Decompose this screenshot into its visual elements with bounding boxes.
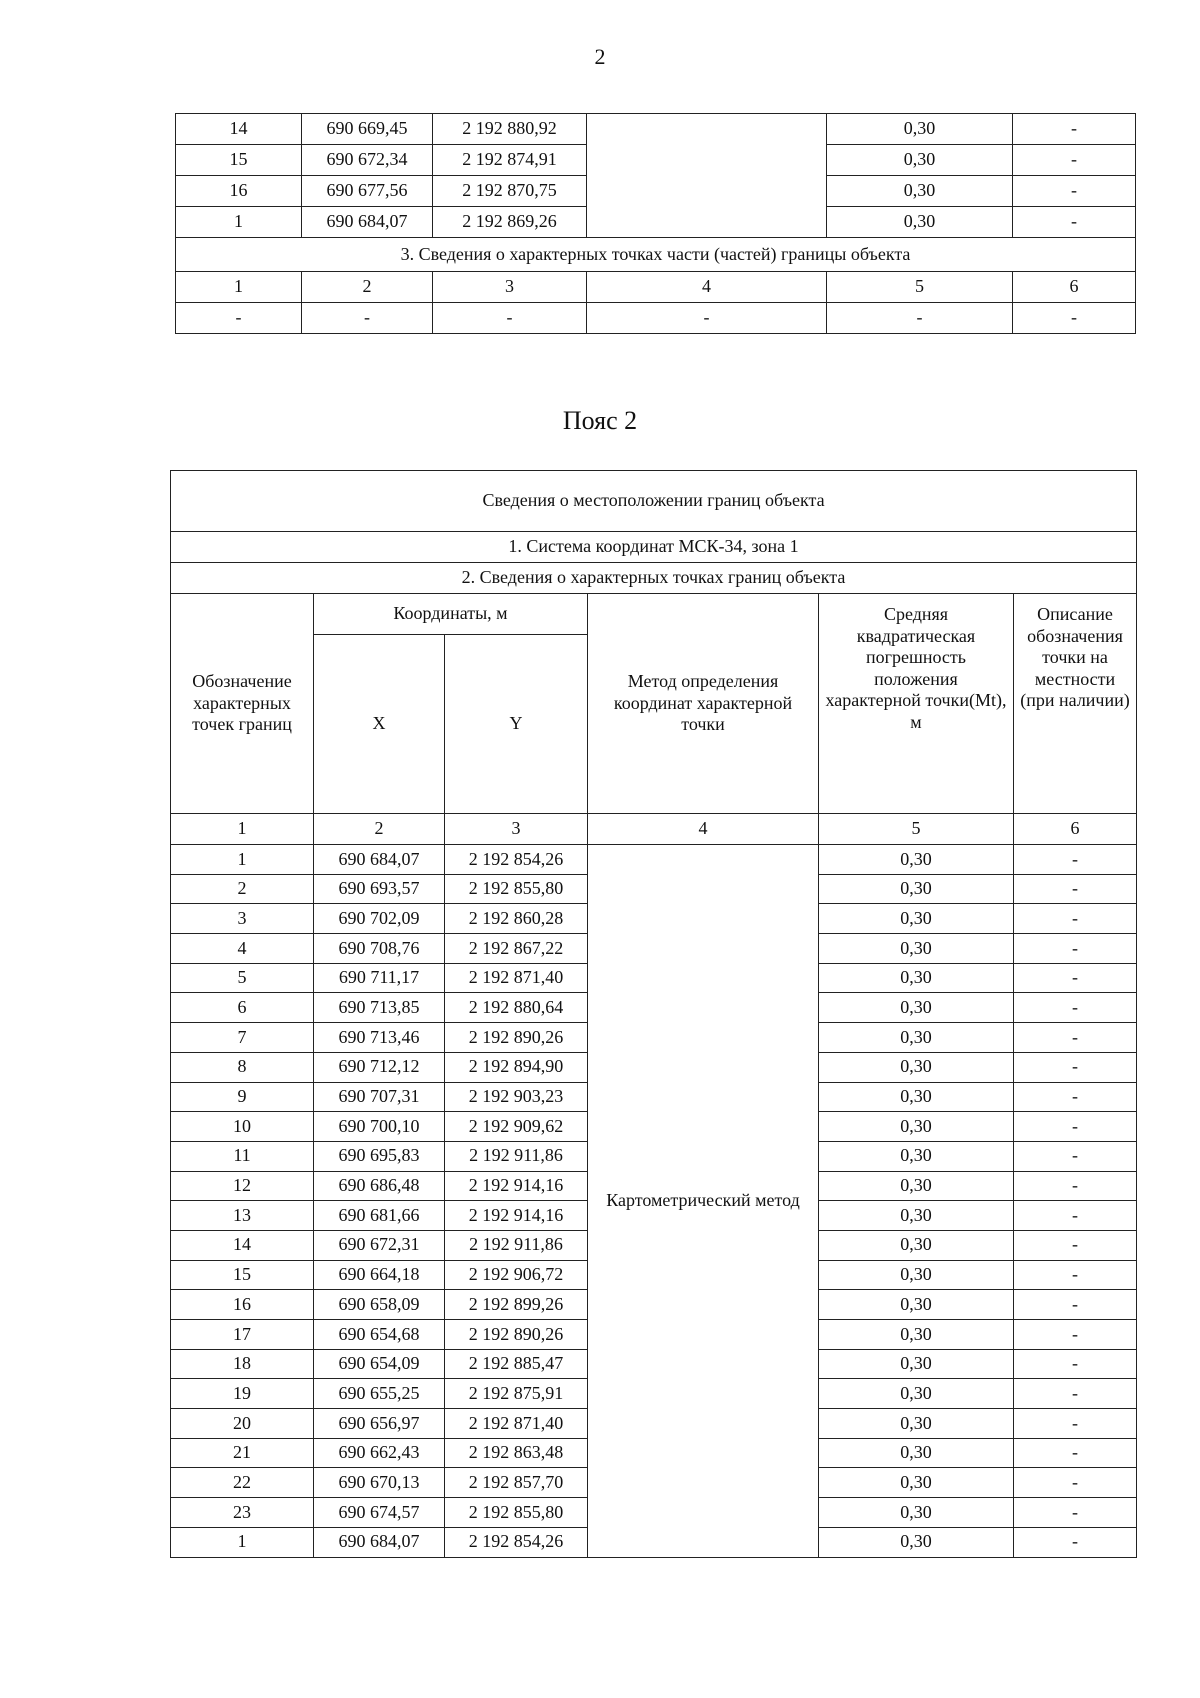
point-cell: 4 — [171, 934, 314, 964]
point-cell: 13 — [171, 1201, 314, 1231]
point-cell: 1 — [171, 845, 314, 875]
y-cell: 2 192 914,16 — [445, 1201, 588, 1231]
mt-cell: 0,30 — [827, 176, 1013, 207]
point-cell: 14 — [176, 114, 302, 145]
x-cell: 690 674,57 — [314, 1498, 445, 1528]
empty-cell: - — [587, 303, 827, 334]
desc-cell: - — [1014, 1230, 1137, 1260]
point-cell: 11 — [171, 1141, 314, 1171]
point-cell: 15 — [171, 1260, 314, 1290]
mt-cell: 0,30 — [819, 1468, 1014, 1498]
x-cell: 690 656,97 — [314, 1409, 445, 1439]
desc-cell: - — [1014, 1171, 1137, 1201]
desc-cell: - — [1013, 114, 1136, 145]
empty-cell: - — [1013, 303, 1136, 334]
section-boundary-points: 2. Сведения о характерных точках границ объекта — [171, 563, 1137, 594]
desc-cell: - — [1014, 1290, 1137, 1320]
desc-cell: - — [1014, 934, 1137, 964]
y-cell: 2 192 885,47 — [445, 1349, 588, 1379]
point-cell: 1 — [171, 1527, 314, 1557]
empty-cell: - — [827, 303, 1013, 334]
desc-cell: - — [1013, 176, 1136, 207]
column-number: 3 — [433, 272, 587, 303]
x-cell: 690 681,66 — [314, 1201, 445, 1231]
x-cell: 690 684,07 — [302, 207, 433, 238]
header-point-designation: Обозначение характерных точек границ — [171, 594, 314, 814]
column-number: 2 — [302, 272, 433, 303]
point-cell: 12 — [171, 1171, 314, 1201]
point-cell: 2 — [171, 874, 314, 904]
column-numbers-row — [171, 814, 1137, 845]
desc-cell: - — [1014, 1409, 1137, 1439]
y-cell: 2 192 903,23 — [445, 1082, 588, 1112]
desc-cell: - — [1014, 1141, 1137, 1171]
column-number: 6 — [1014, 814, 1137, 845]
table-title: Сведения о местоположении границ объекта — [171, 471, 1137, 532]
page-number: 2 — [594, 44, 606, 69]
column-number: 4 — [587, 272, 827, 303]
desc-cell: - — [1014, 1320, 1137, 1350]
point-cell: 19 — [171, 1379, 314, 1409]
desc-cell: - — [1014, 1082, 1137, 1112]
method-cell: Картометрический метод — [588, 845, 819, 1558]
x-cell: 690 686,48 — [314, 1171, 445, 1201]
y-cell: 2 192 854,26 — [445, 845, 588, 875]
point-cell: 7 — [171, 1023, 314, 1053]
mt-cell: 0,30 — [827, 145, 1013, 176]
y-cell: 2 192 869,26 — [433, 207, 587, 238]
column-number: 6 — [1013, 272, 1136, 303]
x-cell: 690 684,07 — [314, 845, 445, 875]
mt-cell: 0,30 — [819, 1201, 1014, 1231]
point-cell: 8 — [171, 1052, 314, 1082]
x-cell: 690 654,09 — [314, 1349, 445, 1379]
point-cell: 18 — [171, 1349, 314, 1379]
y-cell: 2 192 855,80 — [445, 1498, 588, 1528]
y-cell: 2 192 857,70 — [445, 1468, 588, 1498]
point-cell: 16 — [176, 176, 302, 207]
x-cell: 690 662,43 — [314, 1438, 445, 1468]
y-cell: 2 192 855,80 — [445, 874, 588, 904]
mt-cell: 0,30 — [819, 993, 1014, 1023]
mt-cell: 0,30 — [819, 1112, 1014, 1142]
point-cell: 21 — [171, 1438, 314, 1468]
x-cell: 690 695,83 — [314, 1141, 445, 1171]
header-x: X — [314, 635, 445, 814]
coordinate-system: 1. Система координат МСК-34, зона 1 — [171, 532, 1137, 563]
desc-cell: - — [1013, 207, 1136, 238]
table-row — [176, 303, 1136, 334]
x-cell: 690 684,07 — [314, 1527, 445, 1557]
x-cell: 690 713,85 — [314, 993, 445, 1023]
desc-cell: - — [1014, 1438, 1137, 1468]
column-number: 5 — [827, 272, 1013, 303]
point-cell: 9 — [171, 1082, 314, 1112]
desc-cell: - — [1014, 1052, 1137, 1082]
y-cell: 2 192 890,26 — [445, 1320, 588, 1350]
mt-cell: 0,30 — [819, 874, 1014, 904]
desc-cell: - — [1014, 963, 1137, 993]
x-cell: 690 707,31 — [314, 1082, 445, 1112]
mt-cell: 0,30 — [819, 1052, 1014, 1082]
x-cell: 690 664,18 — [314, 1260, 445, 1290]
mt-cell: 0,30 — [819, 1349, 1014, 1379]
desc-cell: - — [1014, 904, 1137, 934]
empty-cell: - — [302, 303, 433, 334]
column-number: 4 — [588, 814, 819, 845]
x-cell: 690 708,76 — [314, 934, 445, 964]
mt-cell: 0,30 — [819, 1438, 1014, 1468]
header-coordinates: Координаты, м — [314, 594, 588, 635]
mt-cell: 0,30 — [819, 1082, 1014, 1112]
point-cell: 10 — [171, 1112, 314, 1142]
mt-cell: 0,30 — [827, 114, 1013, 145]
column-number: 2 — [314, 814, 445, 845]
y-cell: 2 192 906,72 — [445, 1260, 588, 1290]
x-cell: 690 655,25 — [314, 1379, 445, 1409]
x-cell: 690 669,45 — [302, 114, 433, 145]
point-cell: 14 — [171, 1230, 314, 1260]
column-number: 3 — [445, 814, 588, 845]
x-cell: 690 700,10 — [314, 1112, 445, 1142]
x-cell: 690 677,56 — [302, 176, 433, 207]
mt-cell: 0,30 — [819, 1409, 1014, 1439]
y-cell: 2 192 860,28 — [445, 904, 588, 934]
header-mt: Средняя квадратическая погрешность положения характерной точки(Mt), м — [819, 594, 1014, 814]
top-table — [175, 113, 1136, 334]
mt-cell: 0,30 — [819, 1320, 1014, 1350]
y-cell: 2 192 890,26 — [445, 1023, 588, 1053]
coordinates-table — [170, 470, 1137, 1558]
y-cell: 2 192 875,91 — [445, 1379, 588, 1409]
x-cell: 690 711,17 — [314, 963, 445, 993]
desc-cell: - — [1014, 993, 1137, 1023]
mt-cell: 0,30 — [819, 1260, 1014, 1290]
x-cell: 690 670,13 — [314, 1468, 445, 1498]
table-row — [171, 845, 1137, 875]
desc-cell: - — [1014, 1201, 1137, 1231]
point-cell: 23 — [171, 1498, 314, 1528]
mt-cell: 0,30 — [819, 1171, 1014, 1201]
mt-cell: 0,30 — [819, 1379, 1014, 1409]
header-description: Описание обозначения точки на местности (при наличии) — [1014, 594, 1137, 814]
mt-cell: 0,30 — [819, 1290, 1014, 1320]
mt-cell: 0,30 — [819, 1230, 1014, 1260]
desc-cell: - — [1014, 1349, 1137, 1379]
y-cell: 2 192 909,62 — [445, 1112, 588, 1142]
zone-title: Пояс 2 — [562, 406, 638, 435]
desc-cell: - — [1013, 145, 1136, 176]
x-cell: 690 654,68 — [314, 1320, 445, 1350]
y-cell: 2 192 911,86 — [445, 1141, 588, 1171]
y-cell: 2 192 899,26 — [445, 1290, 588, 1320]
mt-cell: 0,30 — [819, 904, 1014, 934]
point-cell: 15 — [176, 145, 302, 176]
point-cell: 22 — [171, 1468, 314, 1498]
y-cell: 2 192 871,40 — [445, 963, 588, 993]
mt-cell: 0,30 — [819, 845, 1014, 875]
table-row — [176, 114, 1136, 145]
x-cell: 690 658,09 — [314, 1290, 445, 1320]
method-cell — [587, 114, 827, 238]
point-cell: 20 — [171, 1409, 314, 1439]
desc-cell: - — [1014, 1498, 1137, 1528]
desc-cell: - — [1014, 1260, 1137, 1290]
mt-cell: 0,30 — [827, 207, 1013, 238]
desc-cell: - — [1014, 1527, 1137, 1557]
desc-cell: - — [1014, 1112, 1137, 1142]
section-part-boundary-points: 3. Сведения о характерных точках части (частей) границы объекта — [176, 238, 1136, 272]
header-method: Метод определения координат характерной точки — [588, 594, 819, 814]
y-cell: 2 192 880,92 — [433, 114, 587, 145]
y-cell: 2 192 871,40 — [445, 1409, 588, 1439]
desc-cell: - — [1014, 1023, 1137, 1053]
column-numbers-row — [176, 272, 1136, 303]
empty-cell: - — [433, 303, 587, 334]
mt-cell: 0,30 — [819, 1141, 1014, 1171]
desc-cell: - — [1014, 845, 1137, 875]
y-cell: 2 192 863,48 — [445, 1438, 588, 1468]
x-cell: 690 693,57 — [314, 874, 445, 904]
point-cell: 1 — [176, 207, 302, 238]
mt-cell: 0,30 — [819, 934, 1014, 964]
desc-cell: - — [1014, 1468, 1137, 1498]
mt-cell: 0,30 — [819, 963, 1014, 993]
column-number: 5 — [819, 814, 1014, 845]
y-cell: 2 192 874,91 — [433, 145, 587, 176]
y-cell: 2 192 911,86 — [445, 1230, 588, 1260]
desc-cell: - — [1014, 874, 1137, 904]
mt-cell: 0,30 — [819, 1023, 1014, 1053]
point-cell: 16 — [171, 1290, 314, 1320]
mt-cell: 0,30 — [819, 1527, 1014, 1557]
point-cell: 17 — [171, 1320, 314, 1350]
x-cell: 690 672,31 — [314, 1230, 445, 1260]
y-cell: 2 192 880,64 — [445, 993, 588, 1023]
desc-cell: - — [1014, 1379, 1137, 1409]
x-cell: 690 672,34 — [302, 145, 433, 176]
y-cell: 2 192 867,22 — [445, 934, 588, 964]
empty-cell: - — [176, 303, 302, 334]
column-number: 1 — [176, 272, 302, 303]
x-cell: 690 713,46 — [314, 1023, 445, 1053]
header-y: Y — [445, 635, 588, 814]
column-number: 1 — [171, 814, 314, 845]
y-cell: 2 192 914,16 — [445, 1171, 588, 1201]
y-cell: 2 192 870,75 — [433, 176, 587, 207]
mt-cell: 0,30 — [819, 1498, 1014, 1528]
point-cell: 6 — [171, 993, 314, 1023]
x-cell: 690 712,12 — [314, 1052, 445, 1082]
y-cell: 2 192 854,26 — [445, 1527, 588, 1557]
y-cell: 2 192 894,90 — [445, 1052, 588, 1082]
point-cell: 5 — [171, 963, 314, 993]
x-cell: 690 702,09 — [314, 904, 445, 934]
point-cell: 3 — [171, 904, 314, 934]
